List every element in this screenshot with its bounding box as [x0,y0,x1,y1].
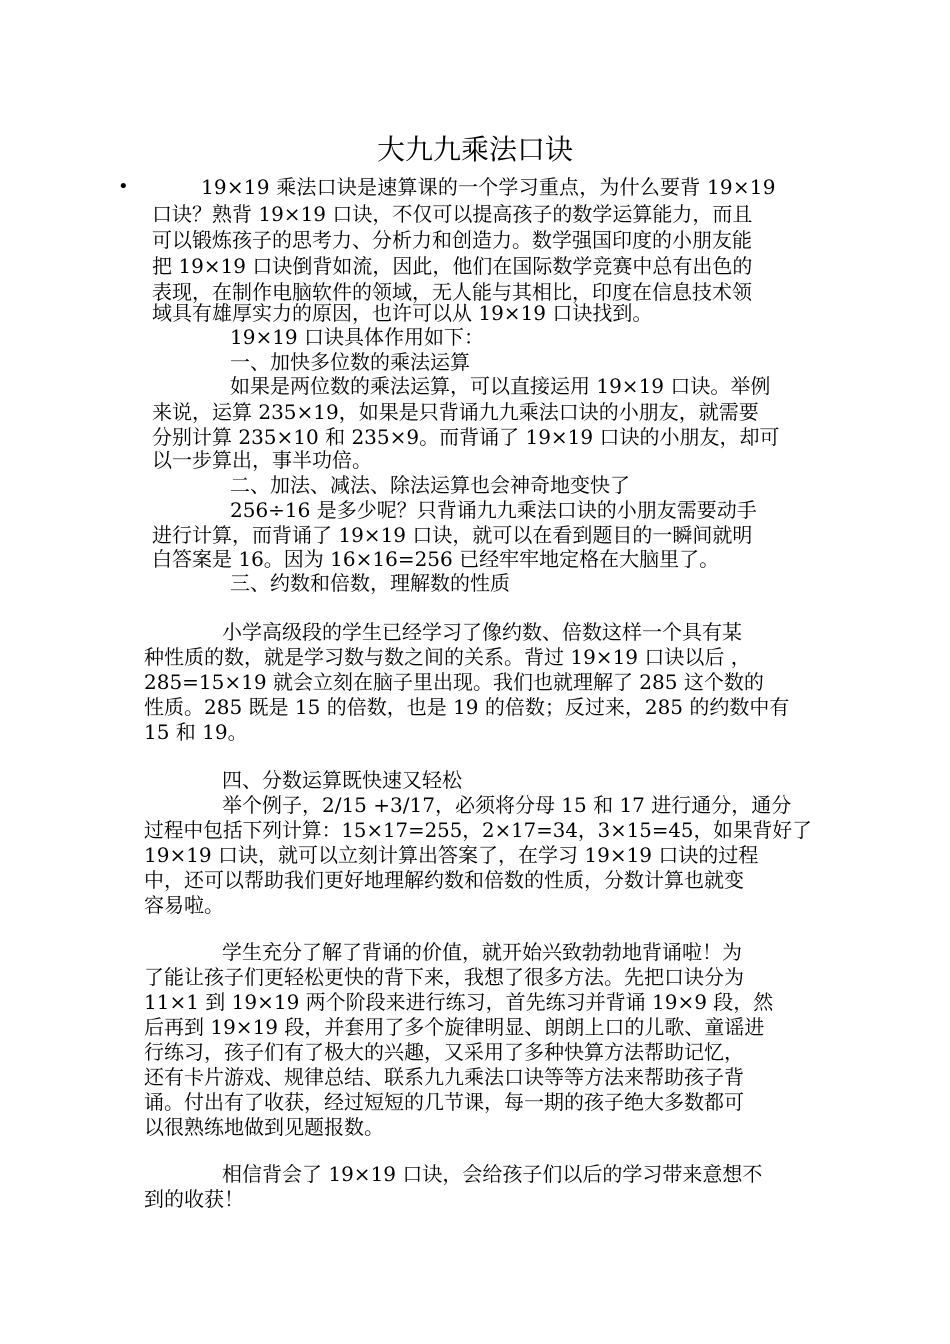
text-line: 分别计算 235×10 和 235×9。而背诵了 19×19 口诀的小朋友，却可 [152,425,780,449]
text-line: 域具有雄厚实力的原因，也许可以从 19×19 口诀找到。 [152,301,653,325]
text-line: 小学高级段的学生已经学习了像约数、倍数这样一个具有某 [222,620,742,644]
text-line: 中，还可以帮助我们更好地理解约数和倍数的性质，分数计算也就变 [144,868,744,892]
text-line: 把 19×19 口诀倒背如流，因此，他们在国际数学竞赛中总有出色的 [152,254,753,278]
text-line: 到的收获！ [144,1187,244,1211]
list-bullet: • [118,176,129,197]
text-line: 来说，运算 235×19，如果是只背诵九九乘法口诀的小朋友，就需要 [152,400,759,424]
text-line: 白答案是 16。因为 16×16=256 已经牢牢地定格在大脑里了。 [152,547,720,571]
text-line: 容易啦。 [144,893,224,917]
text-line: 以一步算出，事半功倍。 [152,448,372,472]
text-line: 19×19 口诀，就可以立刻计算出答案了，在学习 19×19 口诀的过程 [144,843,759,867]
text-line: 还有卡片游戏、规律总结、联系九九乘法口诀等等方法来帮助孩子背 [144,1065,744,1089]
section-heading-1: 一、加快多位数的乘法运算 [230,350,470,374]
text-line: 进行计算，而背诵了 19×19 口诀，就可以在看到题目的一瞬间就明 [152,523,753,547]
text-line: 256÷16 是多少呢？只背诵九九乘法口诀的小朋友需要动手 [230,498,757,522]
section-intro-line: 19×19 口诀具体作用如下： [230,325,485,349]
text-line: 19×19 乘法口诀是速算课的一个学习重点，为什么要背 19×19 [201,175,776,199]
text-line: 相信背会了 19×19 口诀，会给孩子们以后的学习带来意想不 [222,1162,763,1186]
document-title: 大九九乘法口诀 [376,133,573,166]
section-heading-3: 三、约数和倍数，理解数的性质 [230,571,510,595]
text-line: 口诀？熟背 19×19 口诀，不仅可以提高孩子的数学运算能力，而且 [152,202,753,226]
text-line: 行练习，孩子们有了极大的兴趣，又采用了多种快算方法帮助记忆， [144,1040,744,1064]
text-line: 种性质的数，就是学习数与数之间的关系。背过 19×19 口诀以后 ， [144,645,751,669]
text-line: 过程中包括下列计算：15×17=255，2×17=34，3×15=45，如果背好了 [144,818,812,842]
section-heading-4: 四、分数运算既快速又轻松 [222,768,462,792]
text-line: 15 和 19。 [144,720,248,744]
text-line: 285=15×19 就会立刻在脑子里出现。我们也就理解了 285 这个数的 [144,670,764,694]
text-line: 诵。付出有了收获，经过短短的几节课，每一期的孩子绝大多数都可 [144,1090,744,1114]
section-heading-2: 二、加法、减法、除法运算也会神奇地变快了 [230,473,630,497]
text-line: 可以锻炼孩子的思考力、分析力和创造力。数学强国印度的小朋友能 [152,228,752,252]
text-line: 11×1 到 19×19 两个阶段来进行练习，首先练习并背诵 19×9 段，然 [144,990,774,1014]
text-line: 后再到 19×19 段，并套用了多个旋律明显、朗朗上口的儿歌、童谣进 [144,1015,765,1039]
text-line: 以很熟练地做到见题报数。 [144,1115,384,1139]
text-line: 学生充分了解了背诵的价值，就开始兴致勃勃地背诵啦！为 [222,940,742,964]
text-line: 举个例子，2/15 +3/17，必须将分母 15 和 17 进行通分，通分 [222,793,792,817]
text-line: 如果是两位数的乘法运算，可以直接运用 19×19 口诀。举例 [230,374,771,398]
text-line: 表现，在制作电脑软件的领域，无人能与其相比，印度在信息技术领 [152,280,752,304]
text-line: 了能让孩子们更轻松更快的背下来，我想了很多方法。先把口诀分为 [144,965,744,989]
text-line: 性质。285 既是 15 的倍数，也是 19 的倍数；反过来，285 的约数中有 [144,695,790,719]
